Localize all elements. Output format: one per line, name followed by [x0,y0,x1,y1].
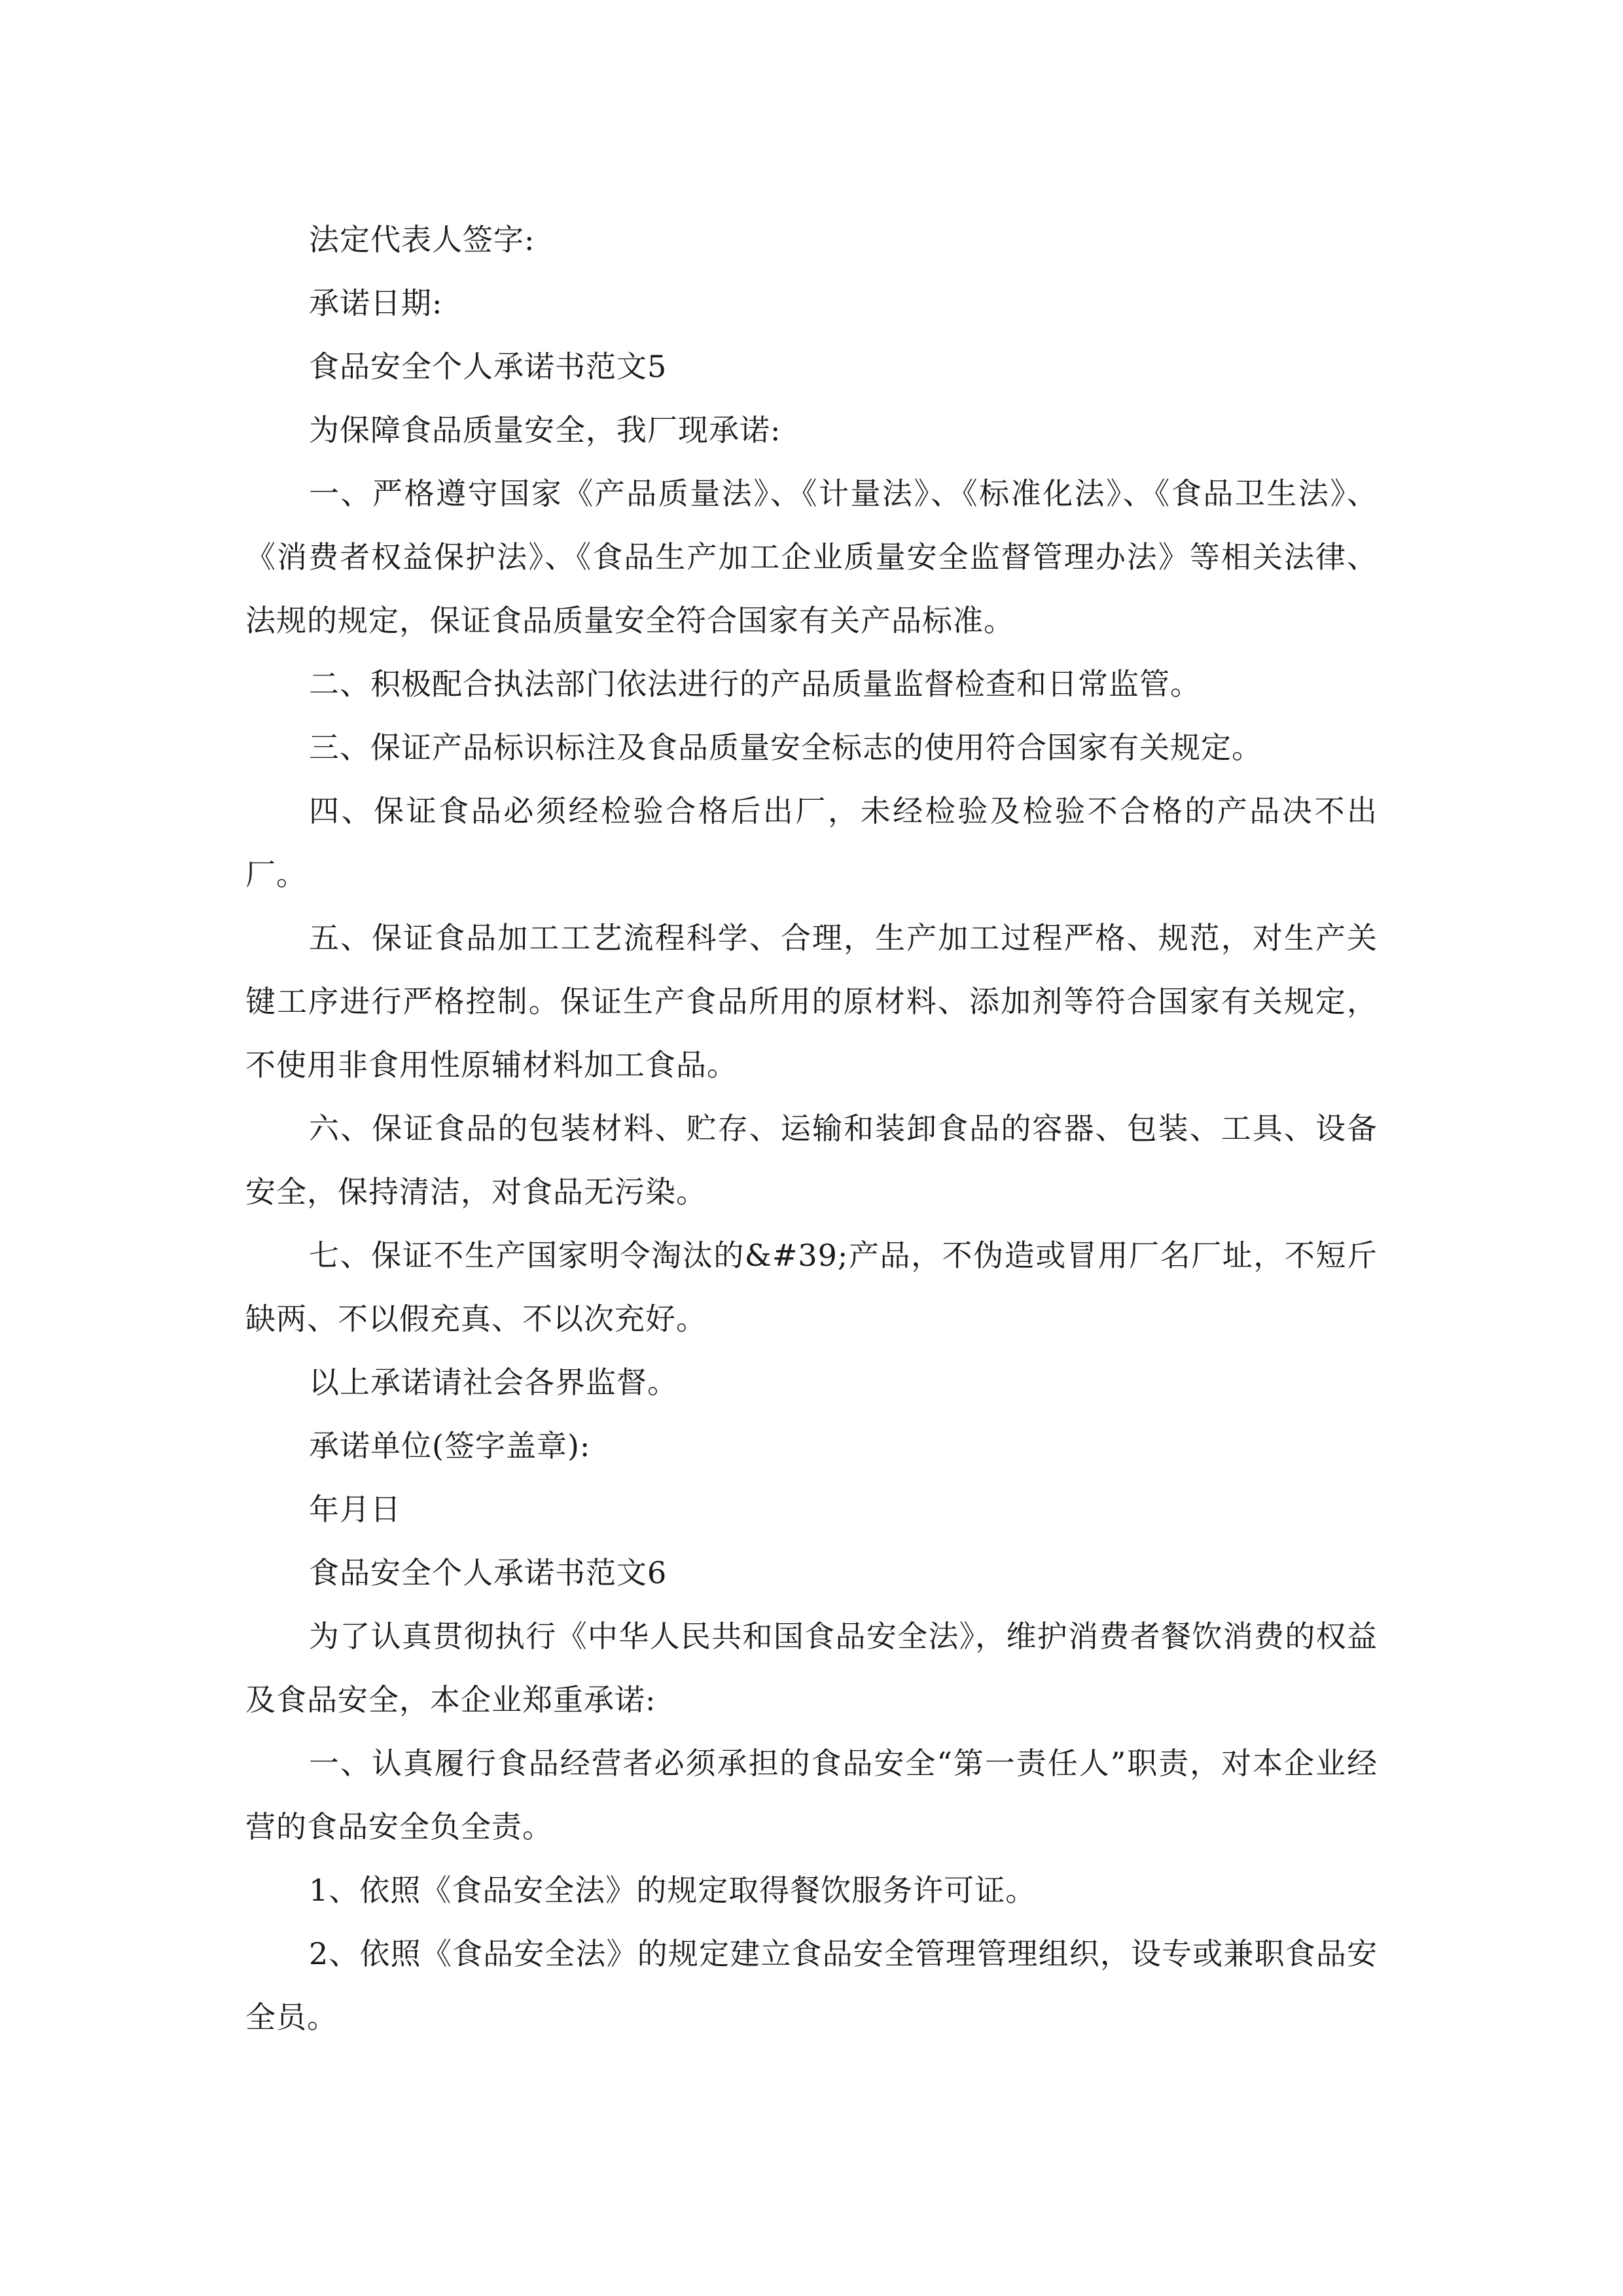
paragraph: 四、保证食品必须经检验合格后出厂，未经检验及检验不合格的产品决不出厂。 [245,793,1378,892]
paragraph: 六、保证食品的包装材料、贮存、运输和装卸食品的容器、包装、工具、设备安全，保持清洁，对食品无污染。 [245,1111,1378,1210]
paragraph: 以上承诺请社会各界监督。 [309,1365,678,1400]
paragraph: 七、保证不生产国家明令淘汰的&#39;产品，不伪造或冒用厂名厂址，不短斤缺两、不以假充真、不以次充好。 [245,1238,1378,1336]
paragraph: 为了认真贯彻执行《中华人民共和国食品安全法》，维护消费者餐饮消费的权益及食品安全，本企业郑重承诺: [245,1619,1378,1717]
commitment-unit-line: 承诺单位(签字盖章): [309,1428,591,1463]
paragraph: 为保障食品质量安全，我厂现承诺: [309,412,781,448]
commitment-date-line: 承诺日期: [309,285,443,321]
document-body [245,208,1378,2049]
paragraph: 五、保证食品加工工艺流程科学、合理，生产加工过程严格、规范，对生产关键工序进行严格控制。保证生产食品所用的原材料、添加剂等符合国家有关规定，不使用非食用性原辅材料加工食品。 [245,920,1378,1083]
paragraph: 2、依照《食品安全法》的规定建立食品安全管理管理组织，设专或兼职食品安全员。 [245,1936,1378,2035]
date-line: 年月日 [309,1492,401,1527]
signature-line: 法定代表人签字: [309,222,535,257]
paragraph: 二、积极配合执法部门依法进行的产品质量监督检查和日常监管。 [309,666,1201,702]
paragraph: 三、保证产品标识标注及食品质量安全标志的使用符合国家有关规定。 [309,730,1262,765]
paragraph: 一、严格遵守国家《产品质量法》、《计量法》、《标准化法》、《食品卫生法》、《消费者权益保护法》、《食品生产加工企业质量安全监督管理办法》等相关法律、法规的规定，保证食品质量安全符合国家有关产品标准。 [245,476,1378,638]
section-title-6: 食品安全个人承诺书范文6 [309,1555,668,1590]
paragraph: 一、认真履行食品经营者必须承担的食品安全“第一责任人”职责，对本企业经营的食品安全负全责。 [245,1746,1378,1844]
section-title-5: 食品安全个人承诺书范文5 [309,349,668,384]
paragraph: 1、依照《食品安全法》的规定取得餐饮服务许可证。 [309,1873,1037,1908]
